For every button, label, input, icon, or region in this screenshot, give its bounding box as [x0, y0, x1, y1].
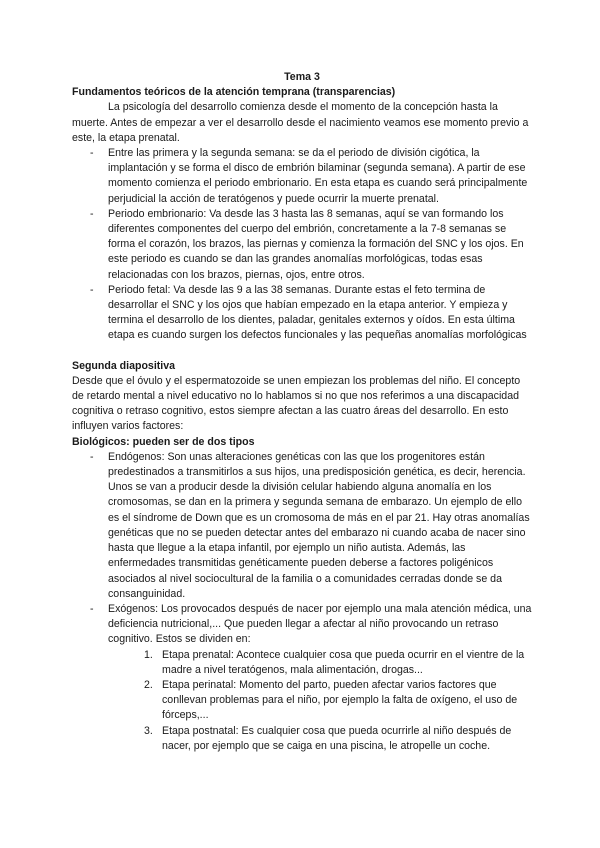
list-item: - Periodo fetal: Va desde las 9 a las 38 semanas. Durante estas el feto termina de desarrollar el SNC y los ojos que habían empezado en la etapa anterior. Y empieza y termina el desarrollo de los dientes, paladar, genitales externos y oídos. En esta última etapa es cuando surgen los defectos funcionales y las pequeñas anomalías morfológicas [108, 283, 532, 344]
stage-number: 3. [144, 724, 153, 737]
biological-list [72, 450, 532, 754]
biological-heading: Biológicos: pueden ser de dos tipos [72, 435, 255, 448]
list-item: - Endógenos: Son unas alteraciones genéticas con las que los progenitores están predestinados a transmitirlos a sus hijos, una predisposición genética, es decir, herencia. Unos se van a producir desde la división celular habiendo alguna anomalía en los cromosomas, se dan en la primera y segunda semana de embarazo. Un ejemplo de ello es el síndrome de Down que es un cromosoma de más en el par 21. Hay otras anomalías genéticas que no se pueden detectar antes del embarazo ni cuando acaba de nacer sino hasta que llegue a la etapa infantil, por ejemplo un niño autista. Además, las enfermedades transmitidas genéticamente pueden deberse a factores poligénicos asociados al nivel sociocultural de la familia o a comunidades cerradas donde se da consanguinidad. [108, 450, 532, 602]
intro-paragraph: La psicología del desarrollo comienza desde el momento de la concepción hasta la muerte. Antes de empezar a ver el desarrollo desde el nacimiento veamos ese momento previo a este, la etapa prenatal. [72, 101, 529, 144]
stage-text: Etapa perinatal: Momento del parto, pueden afectar varios factores que conllevan problemas para el niño, por ejemplo la falta de oxígeno, el uso de fórceps,... [162, 678, 518, 722]
document-title: Fundamentos teóricos de la atención temprana (transparencias) [72, 86, 396, 99]
prenatal-list [72, 146, 532, 344]
stage-number: 1. [144, 648, 153, 661]
list-item: - Entre las primera y la segunda semana: se da el periodo de división cigótica, la implantación y se forma el disco de embrión bilaminar (segunda semana). A partir de ese momento comienza el periodo embrionario. En esta etapa es cuando será principalmente perjudicial la acción de teratógenos y puede ocurrir la muerte prenatal. [108, 146, 532, 207]
stage-text: Etapa prenatal: Acontece cualquier cosa que pueda ocurrir en el vientre de la madre a nivel teratógenos, mala alimentación, drogas... [162, 648, 525, 676]
stage-text: Etapa postnatal: Es cualquier cosa que pueda ocurrirle al niño después de nacer, por ejemplo que se caiga en una piscina, le atropelle un coche. [162, 724, 512, 752]
list-item-text: Exógenos: Los provocados después de nacer por ejemplo una mala atención médica, una deficiencia nutricional,... Que pueden llegar a afectar al niño provocando un retraso cognitivo. Estos se dividen en: [108, 602, 532, 646]
section-heading: Segunda diapositiva [72, 359, 176, 372]
stage-item [144, 724, 532, 754]
topic-heading: Tema 3 [284, 71, 320, 83]
list-item: - Periodo embrionario: Va desde las 3 hasta las 8 semanas, aquí se van formando los diferentes componentes del cuerpo del embrión, concretamente a la 7-8 semanas se forma el corazón, los brazos, las piernas y comienza la formación del SNC y los ojos. En este periodo es cuando se dan las grandes anomalías morfológicas, todas esas relacionadas con los brazos, piernas, ojos, entre otros. [108, 207, 532, 283]
document-page [72, 70, 532, 754]
stage-item [144, 648, 532, 678]
list-item [108, 602, 532, 754]
stage-number: 2. [144, 678, 153, 691]
stages-list [108, 648, 532, 754]
section-paragraph: Desde que el óvulo y el espermatozoide se unen empiezan los problemas del niño. El concepto de retardo mental a nivel educativo no lo hablamos si no que nos referimos a una discapacidad cognitiva o retraso cognitivo, estos siempre afectan a las cuatro áreas del desarrollo. En esto influyen varios factores: [72, 374, 521, 433]
stage-item [144, 678, 532, 724]
spacer [72, 344, 532, 359]
